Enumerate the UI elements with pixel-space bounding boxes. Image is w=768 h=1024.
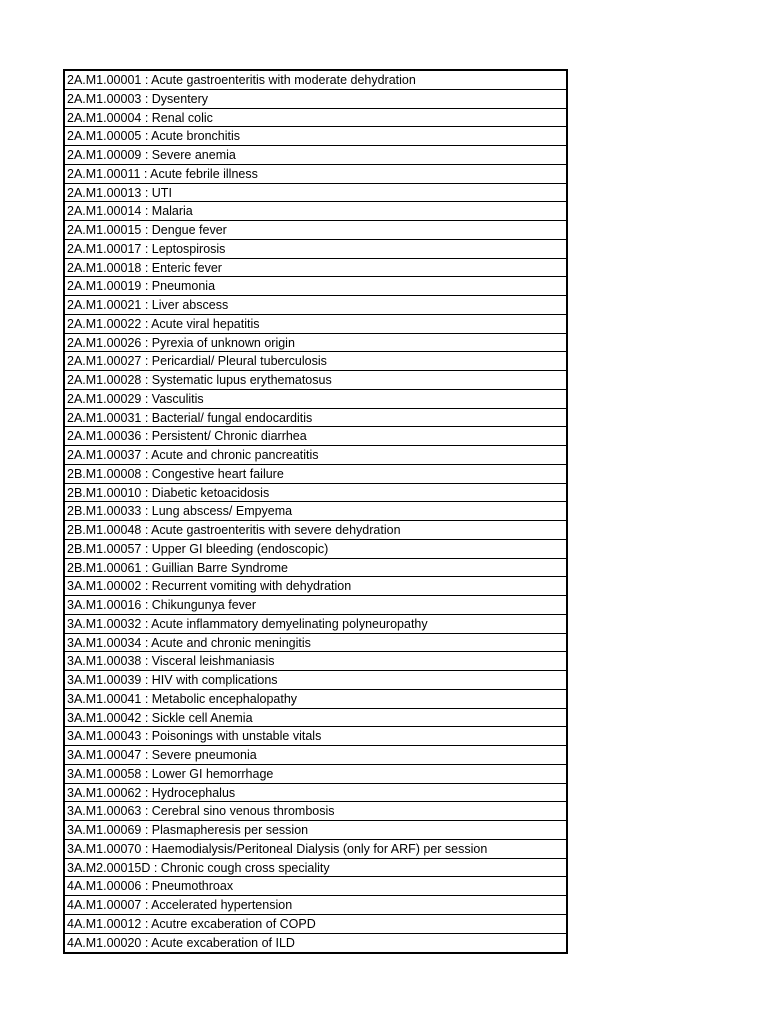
table-row: 2B.M1.00057 : Upper GI bleeding (endoscopic) [65,540,566,559]
table-row: 2A.M1.00037 : Acute and chronic pancreatitis [65,446,566,465]
table-row: 2A.M1.00014 : Malaria [65,202,566,221]
table-row: 2B.M1.00048 : Acute gastroenteritis with severe dehydration [65,521,566,540]
procedure-table [63,69,568,954]
table-row: 3A.M1.00069 : Plasmapheresis per session [65,821,566,840]
table-row: 2A.M1.00005 : Acute bronchitis [65,127,566,146]
table-row: 2A.M1.00036 : Persistent/ Chronic diarrhea [65,427,566,446]
table-row: 4A.M1.00007 : Accelerated hypertension [65,896,566,915]
table-row: 2A.M1.00018 : Enteric fever [65,259,566,278]
table-row: 2A.M1.00001 : Acute gastroenteritis with moderate dehydration [65,71,566,90]
table-row: 2A.M1.00009 : Severe anemia [65,146,566,165]
table-row: 2A.M1.00028 : Systematic lupus erythematosus [65,371,566,390]
table-row: 2B.M1.00033 : Lung abscess/ Empyema [65,502,566,521]
table-row: 3A.M1.00039 : HIV with complications [65,671,566,690]
table-row: 2A.M1.00022 : Acute viral hepatitis [65,315,566,334]
table-row: 2A.M1.00003 : Dysentery [65,90,566,109]
table-row: 3A.M1.00070 : Haemodialysis/Peritoneal Dialysis (only for ARF) per session [65,840,566,859]
table-row: 2A.M1.00029 : Vasculitis [65,390,566,409]
table-row: 3A.M1.00038 : Visceral leishmaniasis [65,652,566,671]
table-row: 4A.M1.00020 : Acute excaberation of ILD [67,935,295,950]
table-row: 2A.M1.00021 : Liver abscess [65,296,566,315]
table-row: 2B.M1.00061 : Guillian Barre Syndrome [65,559,566,578]
table-row: 2B.M1.00010 : Diabetic ketoacidosis [65,484,566,503]
table-row: 3A.M1.00042 : Sickle cell Anemia [65,709,566,728]
table-row: 3A.M1.00062 : Hydrocephalus [65,784,566,803]
table-row: 4A.M1.00006 : Pneumothroax [65,877,566,896]
table-row: 2A.M1.00026 : Pyrexia of unknown origin [65,334,566,353]
table-row: 3A.M1.00058 : Lower GI hemorrhage [65,765,566,784]
table-row: 3A.M1.00063 : Cerebral sino venous thrombosis [65,802,566,821]
table-row: 3A.M1.00016 : Chikungunya fever [65,596,566,615]
table-row: 3A.M1.00002 : Recurrent vomiting with dehydration [65,577,566,596]
table-row: 3A.M2.00015D : Chronic cough cross speciality [65,859,566,878]
table-row: 2B.M1.00008 : Congestive heart failure [65,465,566,484]
table-row: 2A.M1.00031 : Bacterial/ fungal endocarditis [65,409,566,428]
table-row: 2A.M1.00027 : Pericardial/ Pleural tuberculosis [65,352,566,371]
table-row: 3A.M1.00034 : Acute and chronic meningitis [65,634,566,653]
table-row: 3A.M1.00047 : Severe pneumonia [65,746,566,765]
table-row: 2A.M1.00019 : Pneumonia [65,277,566,296]
table-row: 3A.M1.00041 : Metabolic encephalopathy [65,690,566,709]
table-row: 2A.M1.00017 : Leptospirosis [65,240,566,259]
table-row: 2A.M1.00013 : UTI [65,184,566,203]
table-row: 2A.M1.00004 : Renal colic [65,109,566,128]
table-row: 3A.M1.00032 : Acute inflammatory demyelinating polyneuropathy [65,615,566,634]
table-row: 2A.M1.00015 : Dengue fever [65,221,566,240]
table-row: 4A.M1.00012 : Acutre excaberation of COPD [65,915,566,934]
table-row: 3A.M1.00043 : Poisonings with unstable vitals [65,727,566,746]
table-row: 2A.M1.00011 : Acute febrile illness [65,165,566,184]
